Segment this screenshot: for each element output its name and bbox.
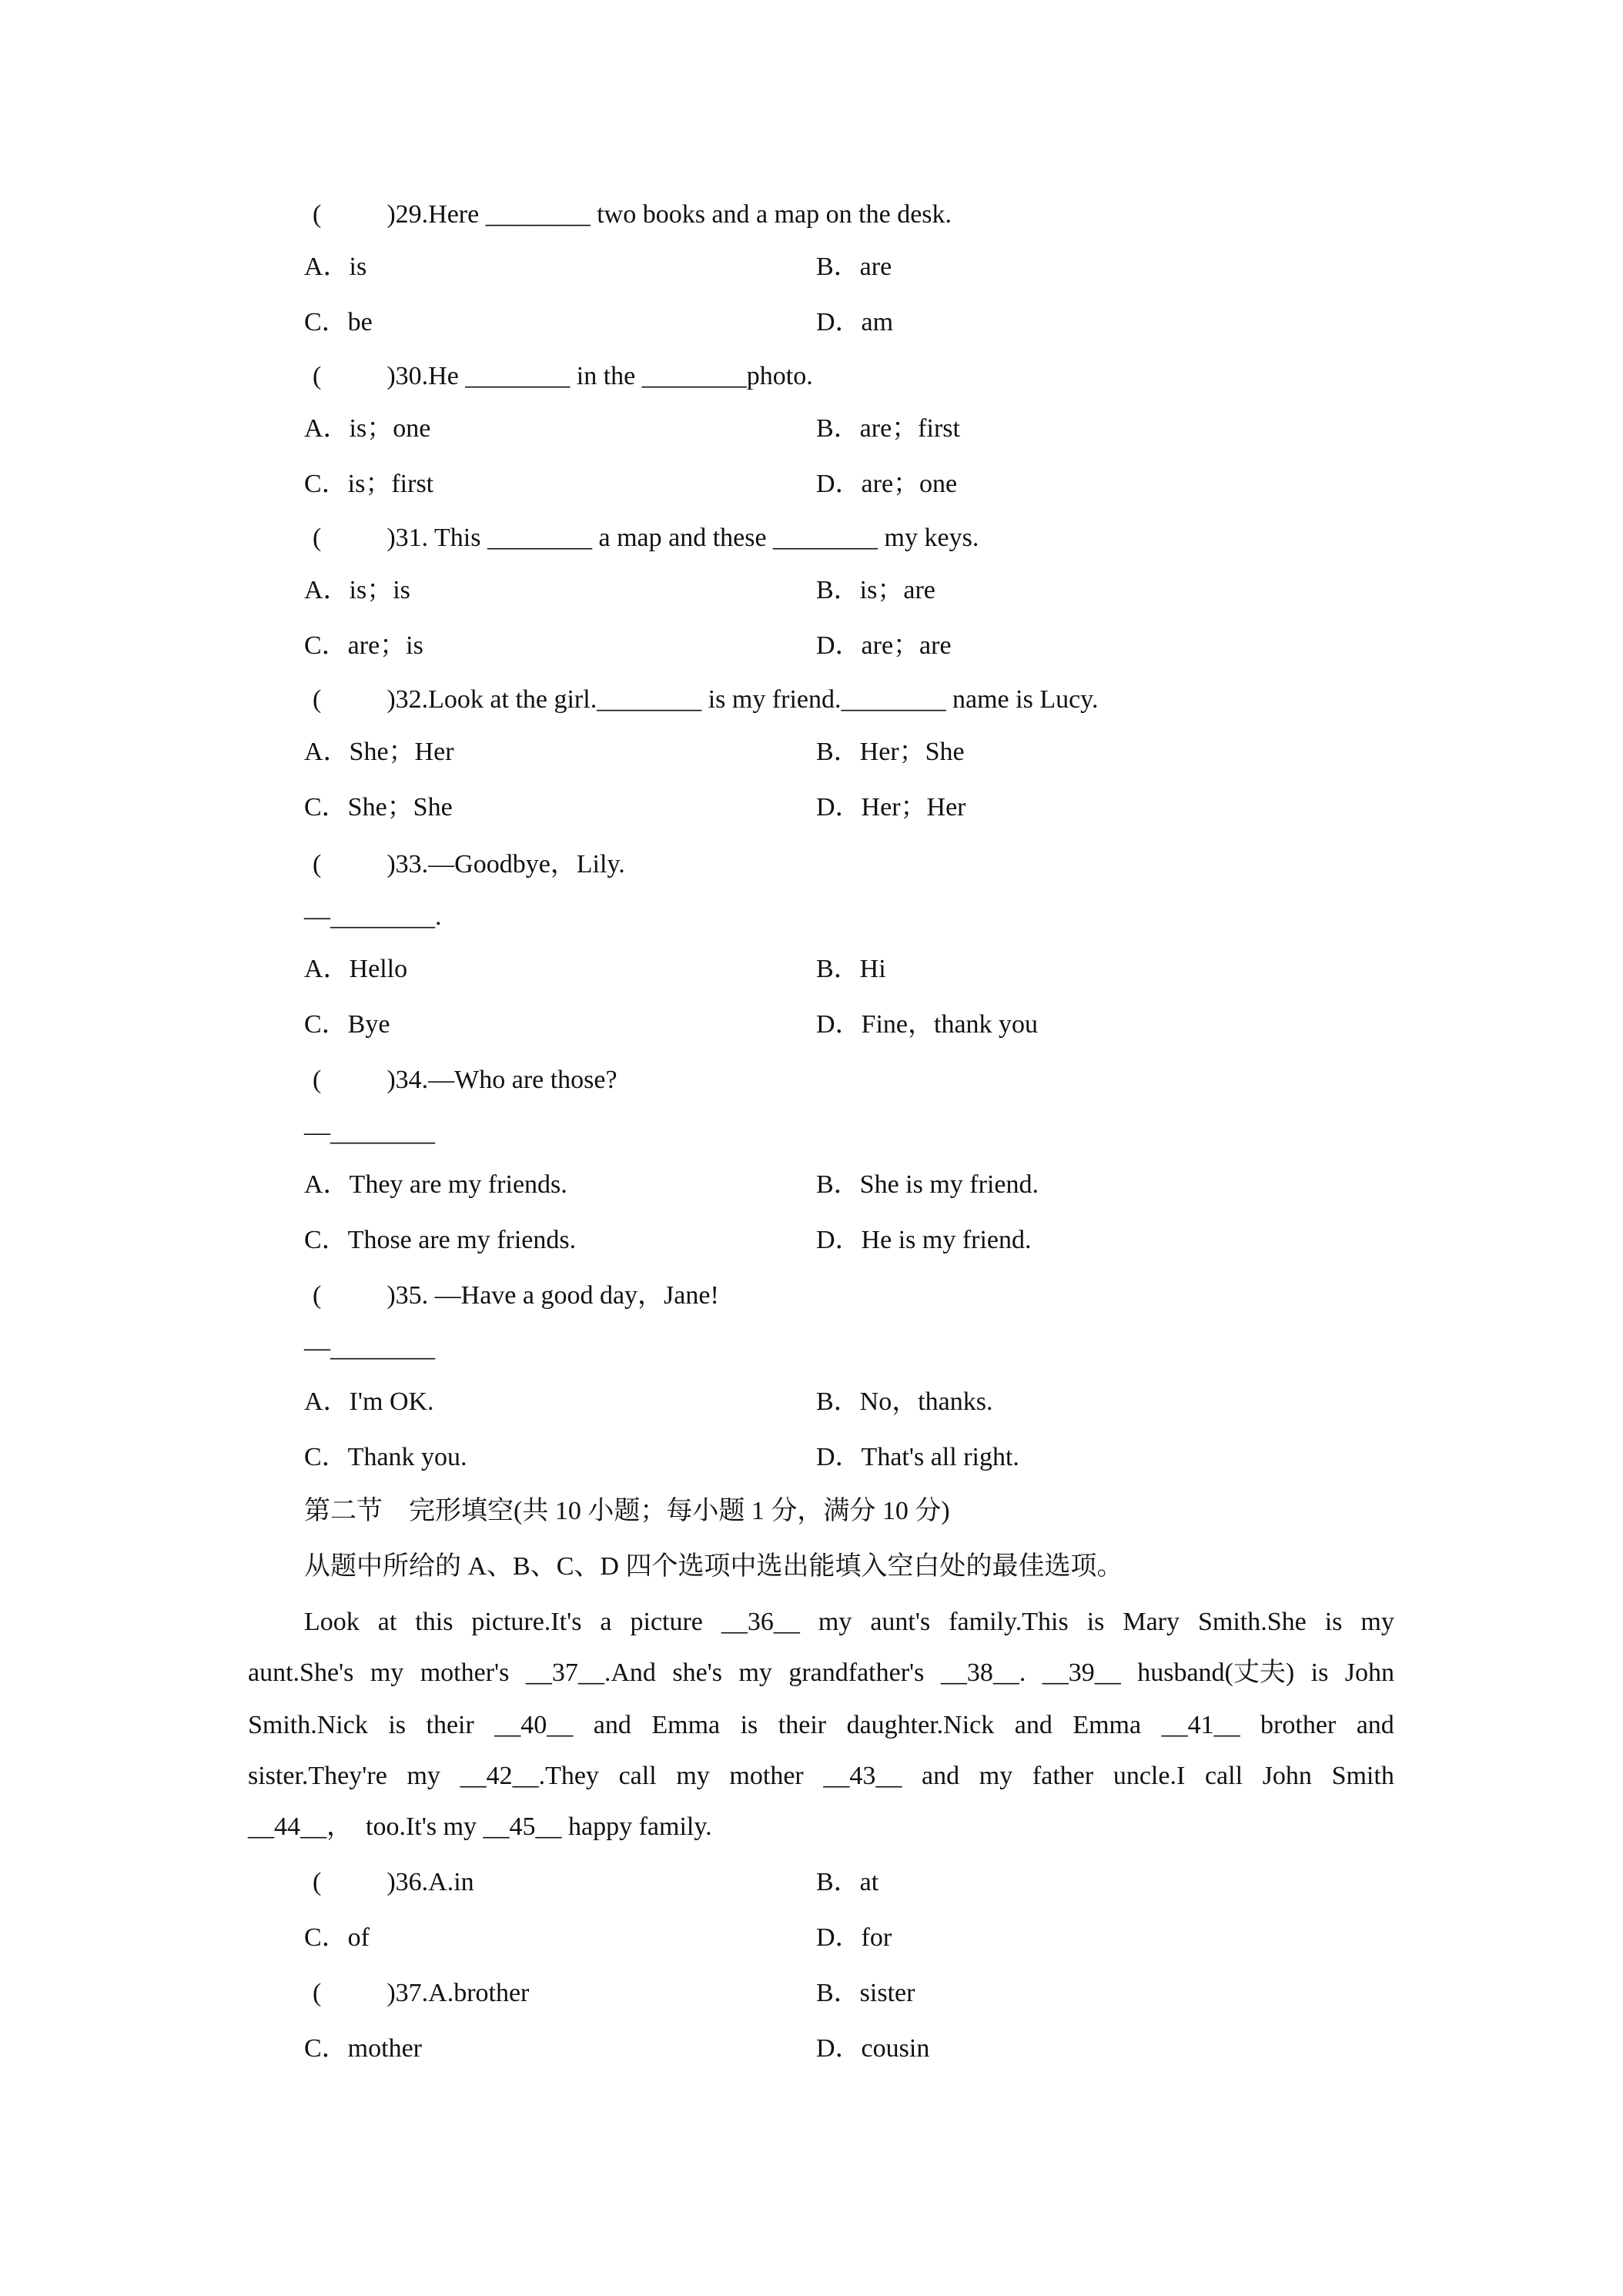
passage-word: family.This [949, 1608, 1069, 1636]
passage-word: Emma [1073, 1711, 1142, 1739]
question-35-option-d: D．That's all right. [816, 1443, 1019, 1471]
question-33-option-b: B．Hi [816, 955, 886, 983]
passage-word: Emma [651, 1711, 721, 1739]
question-31-option-d: D．are；are [816, 631, 952, 660]
question-37-option-b: B．sister [816, 1979, 915, 2007]
passage-word: call [1204, 1762, 1243, 1790]
passage-word: husband(丈夫) [1137, 1658, 1295, 1687]
passage-word: my [1360, 1608, 1394, 1636]
passage-line-1 [304, 1605, 1394, 1639]
passage-word: is [1086, 1608, 1105, 1636]
question-31-option-c: C．are；is [304, 631, 423, 660]
passage-word: Mary [1123, 1608, 1180, 1636]
question-33-option-d: D．Fine，thank you [816, 1010, 1039, 1039]
passage-word: John [1262, 1762, 1312, 1790]
question-31-option-a: A．is；is [304, 576, 410, 604]
question-35-option-b: B．No，thanks. [816, 1387, 993, 1416]
passage-word: Look [304, 1608, 360, 1636]
passage-word: and [593, 1711, 631, 1739]
section-instruction: 从题中所给的 A、B、C、D 四个选项中选出能填入空白处的最佳选项。 [304, 1552, 1123, 1581]
passage-word: Smith [1331, 1762, 1394, 1790]
passage-word: __41__ [1161, 1711, 1240, 1739]
question-35-option-a: A．I'm OK. [304, 1387, 434, 1416]
passage-word: grandfather's [788, 1658, 925, 1687]
passage-word: their [778, 1711, 827, 1739]
passage-word: mother [729, 1762, 804, 1790]
passage-word: __37__.And [525, 1658, 656, 1687]
passage-word: my [407, 1762, 440, 1790]
question-35-stem: ( )35. —Have a good day，Jane! [313, 1281, 719, 1310]
passage-word: mother's [420, 1658, 510, 1687]
passage-line-5-text: __44__， too.It's my __45__ happy family. [248, 1812, 712, 1841]
question-30-option-d: D．are；one [816, 470, 958, 498]
passage-word: at [377, 1608, 397, 1636]
question-29-option-c: C．be [304, 308, 373, 336]
passage-word: sister.They're [248, 1762, 387, 1790]
passage-word: father [1032, 1762, 1094, 1790]
passage-word: a [600, 1608, 612, 1636]
question-34-option-d: D．He is my friend. [816, 1226, 1032, 1254]
passage-word: John [1344, 1658, 1394, 1687]
question-32-option-c: C．She；She [304, 793, 453, 822]
question-32-option-b: B．Her；She [816, 738, 965, 766]
question-31-option-b: B．is；are [816, 576, 935, 604]
passage-line-5 [248, 1810, 1394, 1844]
question-34-reply: —________ [304, 1118, 435, 1146]
question-36-option-b: B．at [816, 1868, 879, 1896]
question-29-option-a: A．is [304, 253, 367, 281]
question-33-stem: ( )33.—Goodbye，Lily. [313, 850, 625, 879]
passage-word: picture.It's [471, 1608, 582, 1636]
question-33-option-c: C．Bye [304, 1010, 390, 1039]
passage-line-3 [248, 1709, 1394, 1742]
passage-line-2 [248, 1656, 1394, 1690]
passage-word: my [370, 1658, 404, 1687]
passage-word: is [388, 1711, 407, 1739]
passage-word: __38__. [940, 1658, 1026, 1687]
question-32-stem: ( )32.Look at the girl.________ is my friend.________ name is Lucy. [313, 685, 1099, 714]
question-34-option-b: B．She is my friend. [816, 1170, 1039, 1199]
passage-line-4 [248, 1759, 1394, 1793]
passage-word: Smith.She [1198, 1608, 1307, 1636]
question-35-option-c: C．Thank you. [304, 1443, 467, 1471]
question-33-reply: —________. [304, 902, 442, 931]
question-30-option-b: B．are；first [816, 414, 960, 443]
question-33-option-a: A．Hello [304, 955, 408, 983]
passage-word: and [1014, 1711, 1052, 1739]
passage-word: brother [1260, 1711, 1337, 1739]
question-35-reply: —________ [304, 1334, 435, 1362]
passage-word: my [818, 1608, 852, 1636]
passage-word: Smith.Nick [248, 1711, 368, 1739]
question-36-option-c: C．of [304, 1923, 370, 1952]
question-29-stem: ( )29.Here ________ two books and a map on the desk. [313, 200, 952, 229]
passage-word: she's [672, 1658, 723, 1687]
question-29-option-d: D．am [816, 308, 894, 336]
question-31-stem: ( )31. This ________ a map and these ________ my keys. [313, 524, 979, 552]
passage-word: aunt's [870, 1608, 931, 1636]
passage-word: this [415, 1608, 453, 1636]
passage-word: is [1324, 1608, 1343, 1636]
passage-word: is [740, 1711, 758, 1739]
passage-word: picture [630, 1608, 703, 1636]
passage-word: __36__ [721, 1608, 800, 1636]
passage-word: their [426, 1711, 474, 1739]
question-32-option-d: D．Her；Her [816, 793, 966, 822]
passage-word: is [1310, 1658, 1329, 1687]
passage-word: my [738, 1658, 772, 1687]
question-30-stem: ( )30.He ________ in the ________photo. [313, 362, 813, 390]
passage-word: __40__ [494, 1711, 574, 1739]
passage-word: aunt.She's [248, 1658, 354, 1687]
passage-word: call [618, 1762, 657, 1790]
question-30-option-c: C．is；first [304, 470, 434, 498]
question-29-option-b: B．are [816, 253, 892, 281]
question-30-option-a: A．is；one [304, 414, 431, 443]
section-heading: 第二节 完形填空(共 10 小题；每小题 1 分，满分 10 分) [304, 1497, 950, 1525]
question-37-option-d: D．cousin [816, 2034, 930, 2063]
passage-word: daughter.Nick [846, 1711, 995, 1739]
question-36-stem: ( )36.A.in [313, 1868, 474, 1896]
passage-word: __42__.They [460, 1762, 599, 1790]
question-34-option-a: A．They are my friends. [304, 1170, 567, 1199]
passage-word: __39__ [1042, 1658, 1121, 1687]
question-37-option-c: C．mother [304, 2034, 422, 2063]
question-34-option-c: C．Those are my friends. [304, 1226, 577, 1254]
question-34-stem: ( )34.—Who are those? [313, 1066, 617, 1094]
passage-word: and [1356, 1711, 1394, 1739]
passage-word: and [922, 1762, 960, 1790]
question-32-option-a: A．She；Her [304, 738, 454, 766]
passage-word: my [676, 1762, 710, 1790]
question-37-stem: ( )37.A.brother [313, 1979, 530, 2007]
passage-word: __43__ [823, 1762, 902, 1790]
passage-word: my [979, 1762, 1013, 1790]
question-36-option-d: D．for [816, 1923, 892, 1952]
passage-word: uncle.I [1113, 1762, 1186, 1790]
